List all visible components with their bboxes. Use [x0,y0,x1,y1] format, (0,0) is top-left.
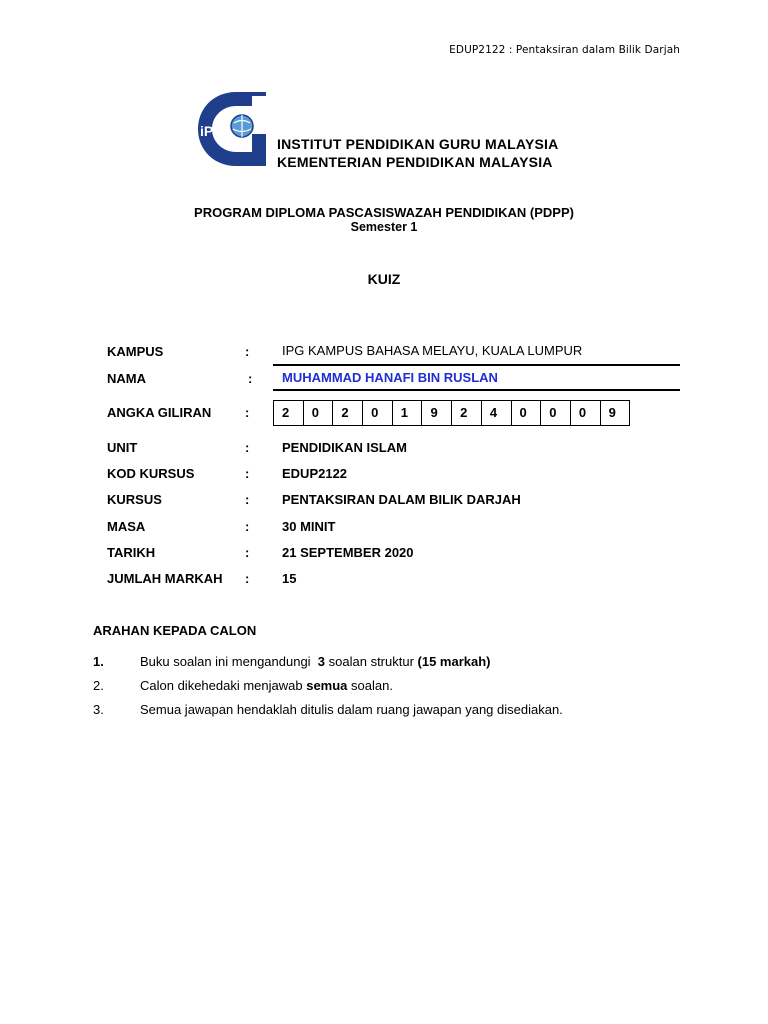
nama-value: MUHAMMAD HANAFI BIN RUSLAN [282,370,498,385]
instruction-text-emphasis: 3 [317,654,326,669]
instruction-text-emphasis: semua [306,678,348,693]
angka-giliran-colon: : [245,405,250,420]
instruction-number: 2. [93,678,104,693]
digit-box: 4 [482,401,512,425]
jumlah-markah-value: 15 [282,571,297,586]
instruction-3-text [140,702,563,717]
instruction-text-part: Semua jawapan hendaklah ditulis dalam ruang jawapan yang disediakan. [140,702,563,717]
instructions-heading: ARAHAN KEPADA CALON [93,623,257,638]
digit-box: 2 [333,401,363,425]
header-course-code: EDUP2122 : Pentaksiran dalam Bilik Darjah [449,44,680,56]
kampus-colon: : [245,344,250,359]
instruction-text-emphasis: (15 markah) [417,654,491,669]
nama-colon: : [248,371,253,386]
kampus-value: IPG KAMPUS BAHASA MELAYU, KUALA LUMPUR [282,343,583,358]
instruction-2-text [140,678,393,693]
angka-giliran-digit-boxes [273,400,630,426]
kod-kursus-label: KOD KURSUS [107,466,195,481]
unit-value: PENDIDIKAN ISLAM [282,440,407,455]
program-title: PROGRAM DIPLOMA PASCASISWAZAH PENDIDIKAN (PDPP) [194,205,574,220]
unit-colon: : [245,440,250,455]
masa-value: 30 MINIT [282,519,336,534]
kampus-label: KAMPUS [107,344,164,359]
kursus-value: PENTAKSIRAN DALAM BILIK DARJAH [282,492,521,507]
instruction-text-part: soalan. [347,678,393,693]
digit-box: 1 [393,401,423,425]
angka-giliran-label: ANGKA GILIRAN [107,405,212,420]
tarikh-colon: : [245,545,250,560]
jumlah-markah-colon: : [245,571,250,586]
digit-box: 0 [363,401,393,425]
kod-kursus-value: EDUP2122 [282,466,348,481]
instruction-1-text [140,654,491,669]
digit-box: 0 [304,401,334,425]
digit-box: 2 [274,401,304,425]
digit-box: 2 [452,401,482,425]
kursus-colon: : [245,492,250,507]
logo-text: iPG [200,123,225,139]
instruction-text-part: Calon dikehedaki menjawab [140,678,307,693]
ipg-logo [196,90,270,168]
semester-label: Semester 1 [350,220,418,234]
unit-label: UNIT [107,440,138,455]
institution-line-2: KEMENTERIAN PENDIDIKAN MALAYSIA [277,154,553,170]
nama-label: NAMA [107,371,146,386]
digit-box: 0 [571,401,601,425]
digit-box: 0 [541,401,571,425]
kod-kursus-colon: : [245,466,250,481]
instruction-number: 3. [93,702,104,717]
masa-colon: : [245,519,250,534]
digit-box: 9 [601,401,631,425]
instruction-text-part: soalan struktur [325,654,418,669]
tarikh-value: 21 SEPTEMBER 2020 [282,545,414,560]
masa-label: MASA [107,519,146,534]
kampus-underline [273,364,680,366]
kursus-label: KURSUS [107,492,162,507]
instruction-text-part: Buku soalan ini mengandungi [140,654,318,669]
document-type-title: KUIZ [367,271,401,287]
jumlah-markah-label: JUMLAH MARKAH [107,571,223,586]
digit-box: 9 [422,401,452,425]
institution-line-1: INSTITUT PENDIDIKAN GURU MALAYSIA [277,136,559,152]
tarikh-label: TARIKH [107,545,156,560]
nama-underline [273,389,680,391]
instruction-number: 1. [93,654,104,669]
digit-box: 0 [512,401,542,425]
